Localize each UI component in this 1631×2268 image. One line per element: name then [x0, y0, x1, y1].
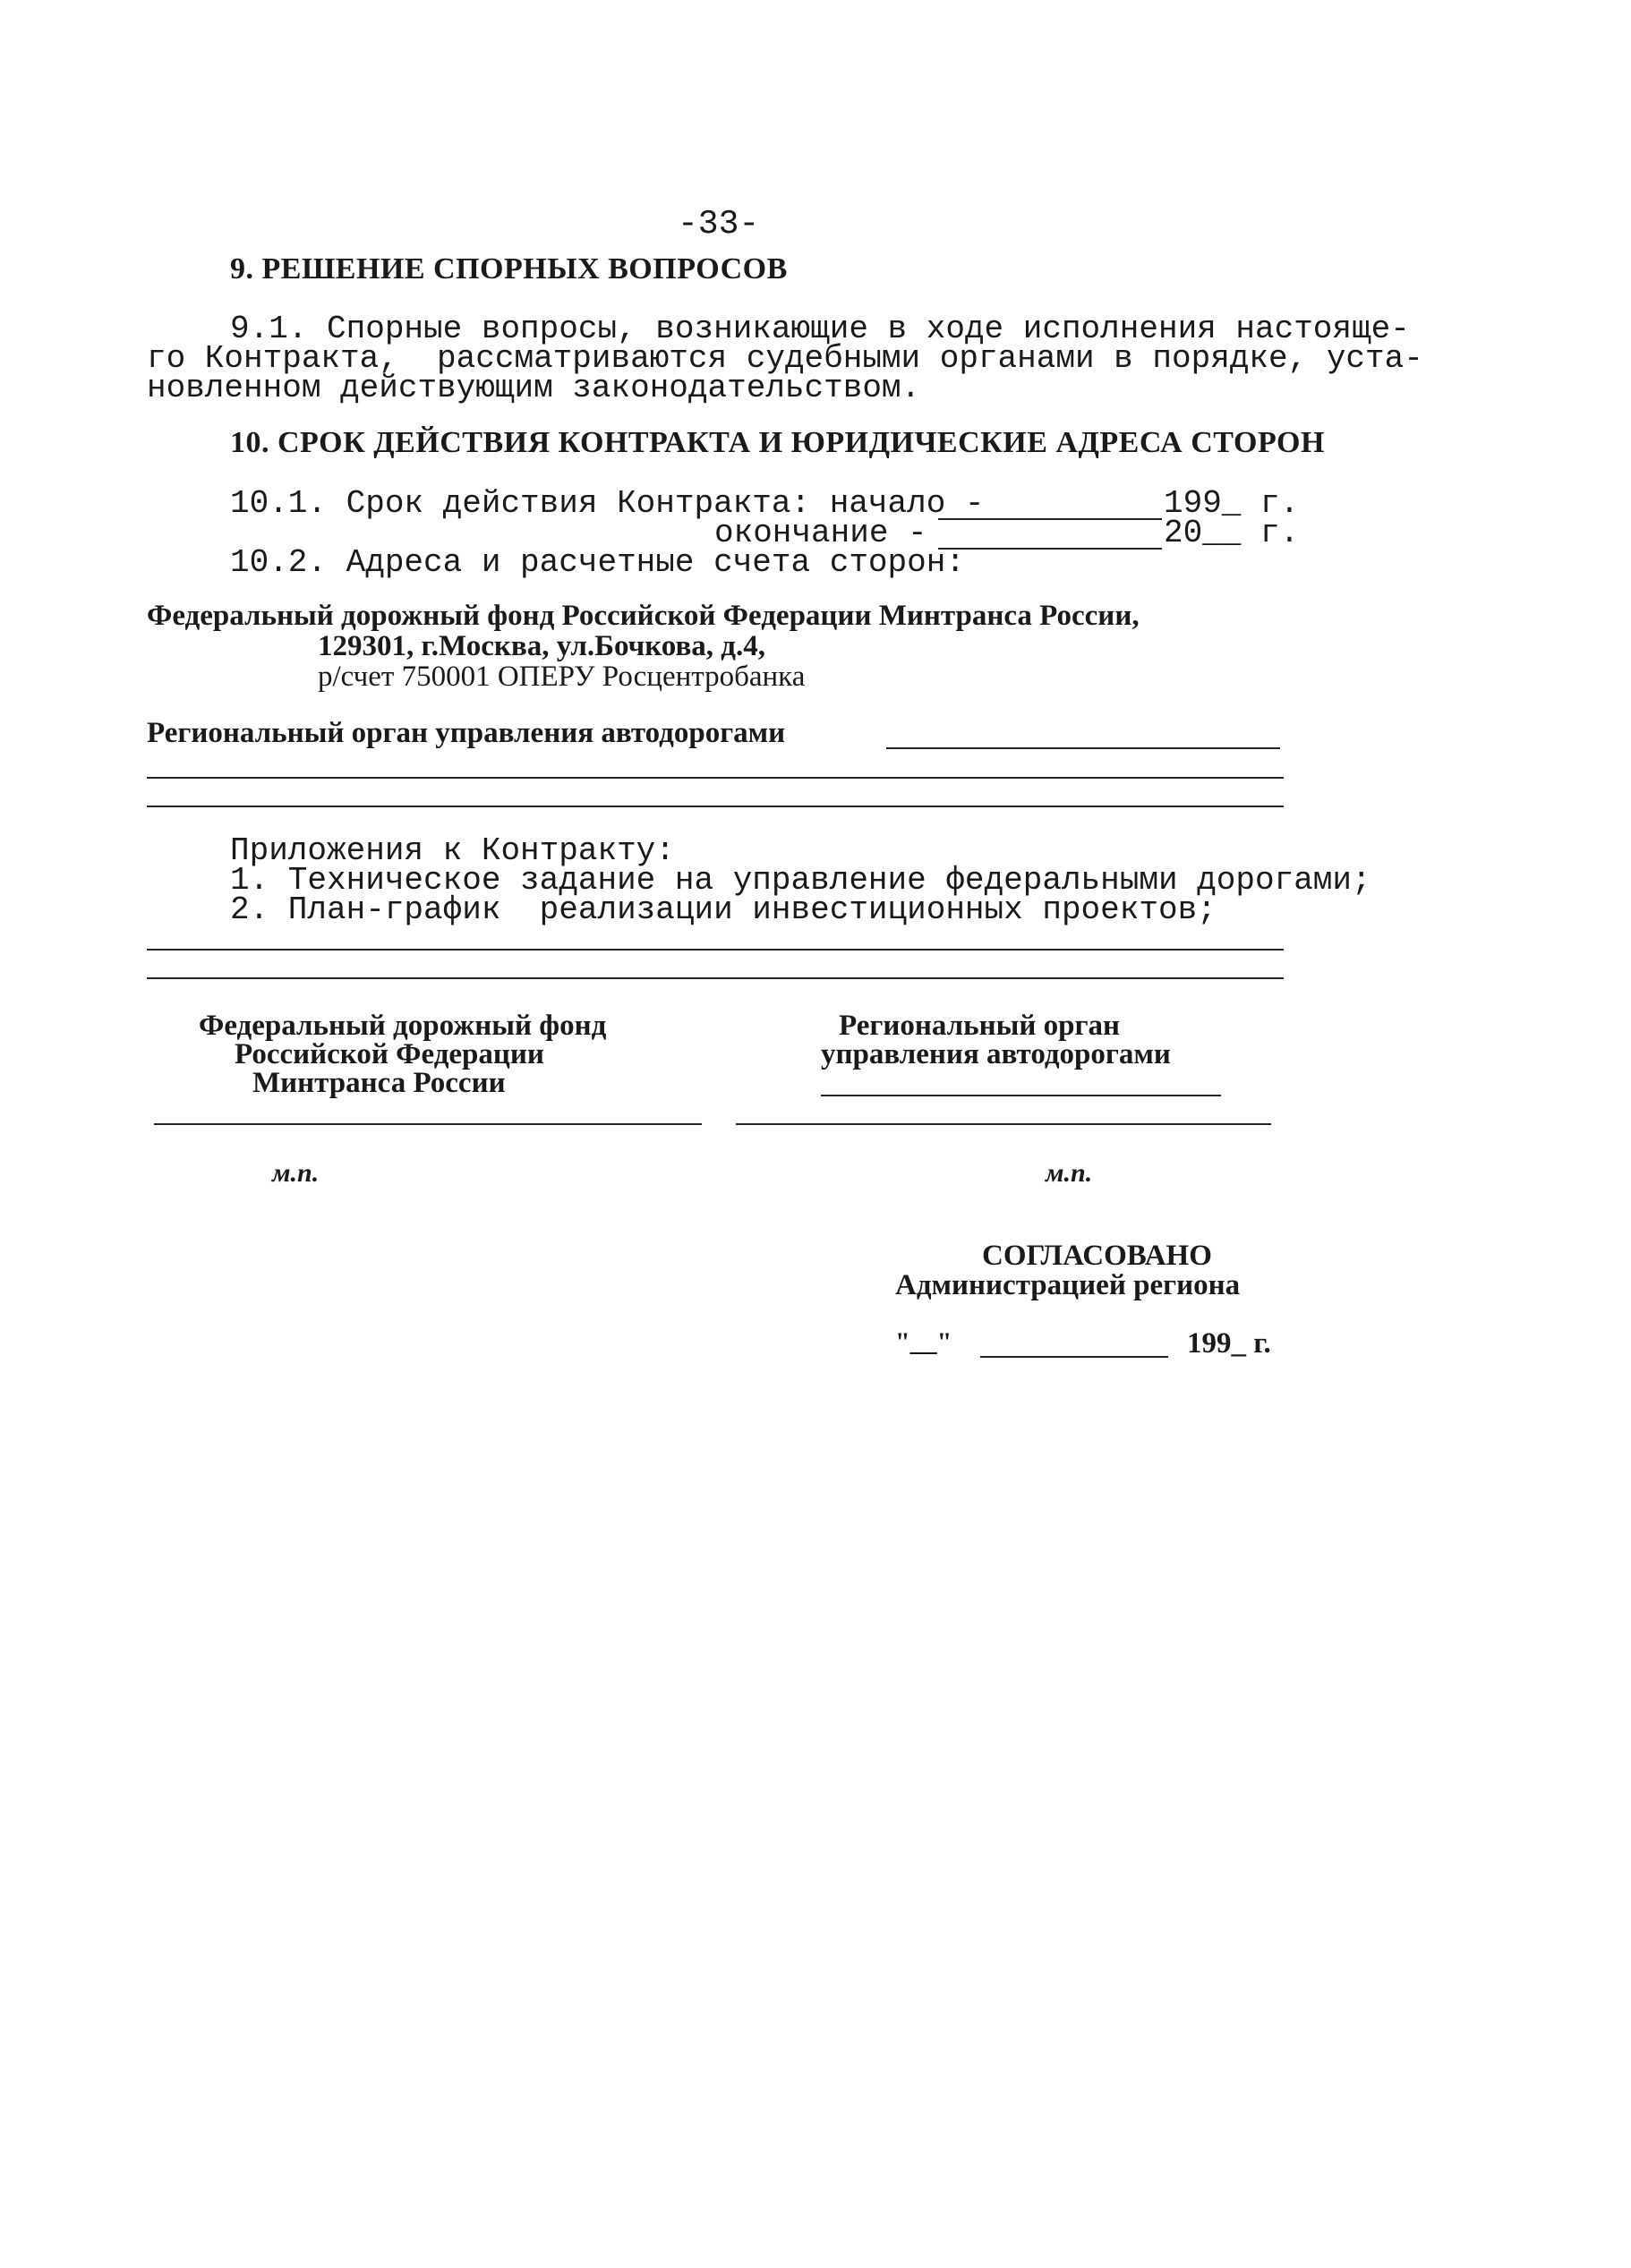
appendix-item: 1. Техническое задание на управление федеральными дорогами; — [230, 862, 1371, 899]
right-party-line: Региональный орган — [839, 1010, 1121, 1042]
approval-title: СОГЛАСОВАНО — [982, 1240, 1212, 1272]
section-9-line: 9.1. Спорные вопросы, возникающие в ходе исполнения настояще- — [230, 311, 1410, 347]
regional-body-label: Региональный орган управления автодорогами — [147, 717, 786, 749]
right-signature-line — [736, 1123, 1271, 1125]
fund-name: Федеральный дорожный фонд Российской Федерации Минтранса России, — [147, 600, 1140, 632]
page-number: -33- — [678, 205, 760, 243]
left-signature-line — [154, 1123, 702, 1125]
approval-subtitle: Администрацией региона — [895, 1269, 1241, 1301]
fund-address: 129301, г.Москва, ул.Бочкова, д.4, — [318, 630, 765, 662]
left-party-line: Федеральный дорожный фонд — [199, 1010, 607, 1042]
term-end-label: окончание - — [714, 515, 927, 551]
section-9-heading: 9. РЕШЕНИЕ СПОРНЫХ ВОПРОСОВ — [230, 252, 788, 286]
fund-account: р/счет 750001 ОПЕРУ Росцентробанка — [318, 661, 806, 693]
section-9-line: новленном действующим законодательством. — [147, 370, 921, 406]
blank-line — [147, 977, 1284, 979]
approval-date-quote: "__" — [895, 1327, 952, 1357]
approval-date-blank — [980, 1356, 1168, 1358]
regional-body-blank — [886, 747, 1280, 749]
right-signature-line — [821, 1095, 1221, 1096]
blank-line — [147, 806, 1284, 807]
left-party-line: Российской Федерации — [235, 1038, 544, 1070]
appendix-item: 2. План-график реализации инвестиционных проектов; — [230, 891, 1217, 928]
appendices-title: Приложения к Контракту: — [230, 832, 675, 869]
term-start-year: 199_ г. — [1164, 485, 1300, 522]
left-party-line: Минтранса России — [252, 1067, 506, 1099]
section-10-heading: 10. СРОК ДЕЙСТВИЯ КОНТРАКТА И ЮРИДИЧЕСКИЕ АДРЕСА СТОРОН — [230, 426, 1325, 459]
blank-line — [147, 949, 1284, 951]
term-start-label: 10.1. Срок действия Контракта: начало - — [230, 485, 985, 522]
section-9-line: го Контракта, рассматриваются судебными органами в порядке, уста- — [147, 340, 1423, 377]
right-stamp: м.п. — [1046, 1158, 1093, 1188]
term-start-blank — [938, 518, 1162, 520]
blank-line — [147, 777, 1284, 779]
term-end-year: 20__ г. — [1164, 515, 1300, 551]
left-stamp: м.п. — [272, 1158, 320, 1188]
right-party-line: управления автодорогами — [821, 1038, 1171, 1070]
approval-date-year: 199_ г. — [1187, 1327, 1271, 1360]
term-end-blank — [938, 548, 1162, 550]
addresses-label: 10.2. Адреса и расчетные счета сторон: — [230, 544, 965, 581]
